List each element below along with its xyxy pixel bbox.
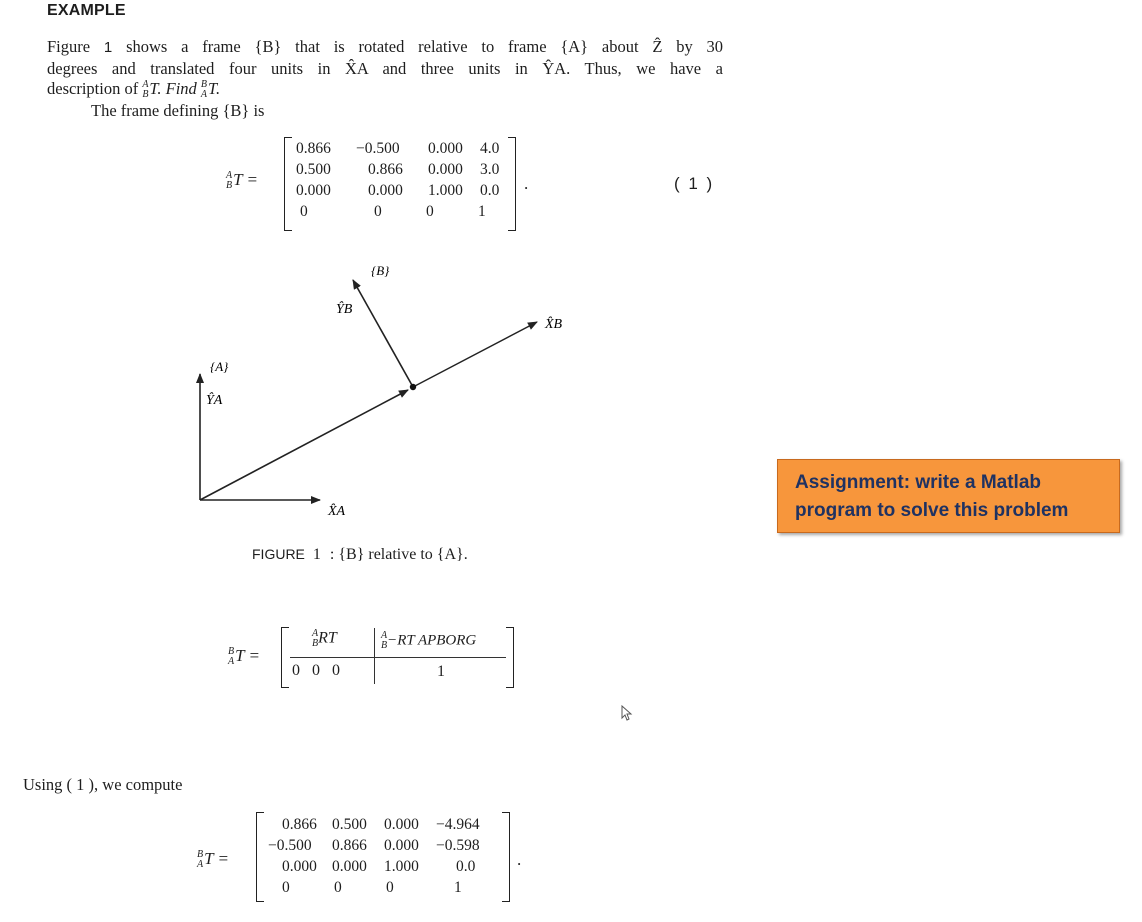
matrix2-cell: 0.000 <box>332 858 367 875</box>
yb-label: ŶB <box>336 302 353 317</box>
matrix1-cell: 0.000 <box>428 161 463 178</box>
assignment-text: Assignment: write a Matlab program to solve this problem <box>795 472 1069 521</box>
xb-label: X̂B <box>545 317 563 332</box>
inverse-top-right: A B−RT APBORG <box>381 630 477 651</box>
matrix2-cell: 0.000 <box>282 858 317 875</box>
inverse-bottom-right: 1 <box>437 663 445 680</box>
intro-figure-number: 1 <box>103 39 113 56</box>
inverse-bottom-left: 0 0 0 <box>292 662 340 679</box>
inverse-symbol: B AT = <box>228 646 260 668</box>
xa-label: X̂A <box>328 504 346 519</box>
assignment-callout <box>777 459 1120 533</box>
matrix2-cell: 1 <box>454 879 462 896</box>
frame-b-origin <box>410 384 416 390</box>
matrix1-period: . <box>524 174 529 193</box>
example-heading: EXAMPLE <box>47 2 126 19</box>
matrix1-cell: 1.000 <box>428 182 463 199</box>
translation-vector <box>200 390 408 500</box>
inverse-indices: B A <box>228 646 235 668</box>
frame-b-label: {B} <box>371 263 390 278</box>
matrix1-cell: 0.000 <box>296 182 331 199</box>
matrix2-cell: −4.964 <box>436 816 480 833</box>
inverse-top-right-indices: A B <box>381 630 388 651</box>
inverse-divider-horizontal <box>290 657 506 658</box>
intro-line-1-text: shows a frame {B} that is rotated relative to frame {A} about Ẑ by 30 <box>126 37 724 56</box>
matrix1-cell: 4.0 <box>480 140 500 157</box>
matrix1-cell: 0.0 <box>480 182 500 199</box>
matrix2-cell: 1.000 <box>384 858 419 875</box>
matrix1-cell: 1 <box>478 203 486 220</box>
matrix2-symbol: B AT = <box>197 849 229 871</box>
inverse-divider-vertical <box>374 628 375 684</box>
frame-b-x-axis <box>413 322 537 387</box>
matrix2-cell: 0.000 <box>384 837 419 854</box>
intro-line-3-c: T. <box>208 79 221 98</box>
intro-line-3-a: description of <box>47 79 139 98</box>
matrix1-cell: 0.866 <box>296 140 331 157</box>
intro-line-4: The frame defining {B} is <box>91 101 265 120</box>
inverse-left-bracket <box>281 627 289 688</box>
figure-caption-number: 1 <box>312 546 321 563</box>
matrix1-cell: −0.500 <box>356 140 400 157</box>
equation-number: ( 1 ) <box>674 174 715 193</box>
inverse-right-bracket <box>506 627 514 688</box>
matrix2-cell: 0.866 <box>282 816 317 833</box>
intro-line-2: degrees and translated four units in X̂A and three units in ŶA. Thus, we have a <box>47 59 723 78</box>
matrix2-cell: 0.0 <box>456 858 476 875</box>
matrix1-cell: 0 <box>300 203 308 220</box>
figure-caption-text: : {B} relative to {A}. <box>329 546 468 563</box>
inverse-top-left-indices: A B <box>312 628 319 649</box>
matrix2-cell: 0.500 <box>332 816 367 833</box>
using-line: Using ( 1 ), we compute <box>23 775 183 794</box>
matrix2-period: . <box>517 850 522 869</box>
intro-line-3-b: T. Find <box>149 79 197 98</box>
figure-diagram <box>0 0 640 530</box>
figure-caption-word: FIGURE <box>252 546 305 562</box>
intro-figure-word: Figure <box>47 37 91 56</box>
matrix2-cell: −0.500 <box>268 837 312 854</box>
matrix2-right-bracket <box>502 812 510 902</box>
matrix1-indices: A B <box>226 170 233 192</box>
matrix1-symbol: A BT = <box>226 170 258 192</box>
matrix2-cell: 0 <box>386 879 394 896</box>
mouse-cursor-icon <box>621 705 633 721</box>
matrix2-left-bracket <box>256 812 264 902</box>
frame-b-y-axis <box>353 280 413 387</box>
ya-label: ŶA <box>206 393 223 408</box>
matrix2-cell: 0.000 <box>384 816 419 833</box>
intro-symbol-ba-indices: B A <box>200 79 208 101</box>
matrix2-indices: B A <box>197 849 204 871</box>
matrix2-cell: 0 <box>282 879 290 896</box>
matrix1-cell: 3.0 <box>480 161 500 178</box>
matrix1-cell: 0.000 <box>428 140 463 157</box>
figure-caption <box>252 546 468 564</box>
matrix1-cell: 0.000 <box>368 182 403 199</box>
matrix1-cell: 0.866 <box>368 161 403 178</box>
matrix1-cell: 0 <box>374 203 382 220</box>
matrix2-cell: 0.866 <box>332 837 367 854</box>
matrix1-cell: 0 <box>426 203 434 220</box>
matrix1-cell: 0.500 <box>296 161 331 178</box>
matrix2-cell: 0 <box>334 879 342 896</box>
inverse-top-left: A BRT <box>312 628 337 649</box>
intro-symbol-ab-indices: A B <box>142 79 149 101</box>
matrix2-cell: −0.598 <box>436 837 480 854</box>
frame-a-label: {A} <box>210 359 229 374</box>
